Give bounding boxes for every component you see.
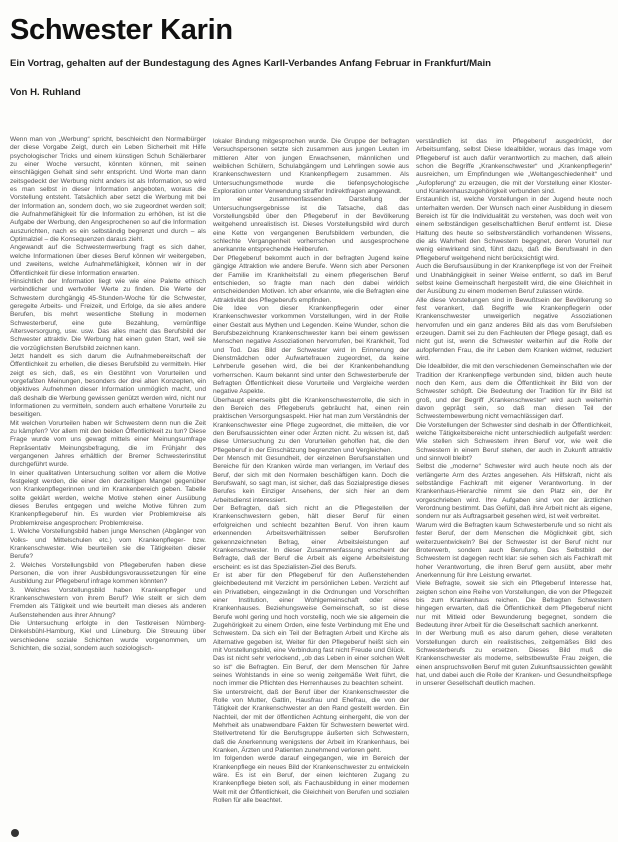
article-title: Schwester Karin (10, 14, 233, 46)
body-paragraph: Das ist nicht sehr verlockend, „ob das Leben in einer solchen Welt so ist“ die Befragten. Ein Beruf, der dem Menschen für Jahre seines Wohlstands in eine so wenig zeitgemäße Welt führt, die noch immer die Pflichten des Herrenhauses zu beachten scheint. (213, 655, 409, 688)
body-paragraph: In einer qualitativen Untersuchung sollten vor allem die Motive festgelegt werden, die einer den derzeitigen Mangel gegenüber von Krankenpflegerinnen und im Krankenbereich geben. Tabelle sollte geklärt werden, welche Motive stehen einer Ausübung dieses Berufes entgegen und welche Motive führen zum Krankenpflegeberuf hin. Es wurden vier Problemkreise als Problemkreise angesprochen: Problemkreise. (10, 469, 206, 527)
body-paragraph: Im einer zusammenfassenden Darstellung der Untersuchungsergebnisse ist die Tatsache, daß das Vorstellungsbild über den Pflegeberuf in der Bevölkerung weitgehend unrealistisch ist. Dieses Vorstellungsbild wird durch eine Kette von vergangenen Berufsbildern verbunden, die schlechte Vergangenheit vorherrschen und ausgesprochene anerkannte entsprechende Heilberufen. (213, 196, 409, 254)
body-paragraph: lokaler Bindung mitgesprochen wurde. Die Gruppe der befragten Versuchspersonen setzte sich zusammen aus jungen Leuten im mittleren Alter von jungen Erwachsenen, männlichen und weiblichen Schülern, Schulabgängern und Lehrlingen sowie aus Krankenschwestern und Krankenpflegern zusammen. Als Untersuchungsmethode wurde die tiefenpsychologische Exploration unter Verwendung straffer Indirektfragen angewandt. (213, 138, 409, 196)
body-paragraph: Der Mensch mit Gesundheit, der einzelnen Berufsanstalten und Bereiche für den Kranken würde man verlangen, im Verlauf des Beruf, der sich mit den Normalen beschäftigen kann. Doch die Berufswahl, so sagt man, ist sicher, daß das Sozialprestige dieses Berufes kein Einziger Ansehens, der sich hier an dem Arbeitsdienst interessiert. (213, 455, 409, 504)
body-paragraph: Der Befragten, daß sich nicht an die Pflegestellen der Krankenschwestern geben, hält dieser Beruf für einen erfolgreichen und schlecht bezahlten Beruf. Von ihren kaum erkennenden Arbeitsverhältnissen selber Berufsrollen gekennzeichneten Befrag, einer Arbeitsleistungen auf Krankenschwester. In dieser Zusammenfassung erscheint der Befragte, daß der Beruf die Arbeit als eigene Arbeitsleistung erscheint: es ist das Spezialisten-Ziel des Berufs. (213, 505, 409, 571)
text-column-1 (10, 136, 206, 836)
body-paragraph: Erstaunlich ist, welche Vorstellungen in der Jugend heute noch unterhalten werden. Der Wunsch nach einer Ausbildung in diesem Bereich ist für die Individualität zu verstehen, was doch weit von einem selbständigen gesellschaftlichen Beruf entfernt ist. Diese Haltung des heute so selbstverständlich vorhandenen Wissens, die als Wahrheit den Schwestern begegnet, deren Vorurteil nur wenig einwirkend sind, führt dazu, daß die Berufswahl in den Pflegeberuf weitgehend nicht berücksichtigt wird. (416, 196, 612, 262)
body-paragraph: Angewandt auf die Schwesternwerbung fragt es sich daher, welche Informationen über dieses Beruf können wir weitergeben, und zweitens, welche Aufnahmefähigkeit, können wir in der Öffentlichkeit für diese Information erwarten. (10, 244, 206, 277)
body-paragraph: Warum wird die Befragten kaum Schwesterberufe und so nicht als fester Beruf, der dem Menschen die Möglichkeit gibt, sich weiterzuentwickeln? Bei der Schwester ist der Beruf nicht nur Broterwerb, sondern auch Berufung. Das Selbstbild der Schwestern ist dagegen recht klar: sie sehen sich als Fachkraft mit hoher Verantwortung, die ihren Beruf gern ausübt, aber mehr Anerkennung für ihre Leistung erwartet. (416, 521, 612, 579)
body-paragraph: In der Werbung muß es also darum gehen, diese veralteten Vorstellungen durch ein realistisches, zeitgemäßes Bild des Schwesterberufs zu ersetzen. Dieses Bild muß die Krankenschwester als moderne, selbstbewußte Frau zeigen, die einen anspruchsvollen Beruf mit guten Zukunftsaussichten gewählt hat, und dabei auch die Rolle der Kranken- und Gesundheitspflege in unserer Gesellschaft deutlich machen. (416, 630, 612, 688)
body-paragraph: verständlich ist das im Pflegeberuf ausgedrückt, der Arbeitsumfang, selbst Diese Idealbilder, woraus das Image vom Pflegeberuf ist auch dafür verantwortlich zu machen, daß allein schon die Begriffe „Krankenschwester“ und „Krankenpflegerin“ ausreichen, um Empfindungen wie „Weltangeschiedenheit“ und „Aufopferung“ zu erzeugen, die mit der Vorstellung einer Kloster- und Krankenhauszugehörigkeit verbunden sind. (416, 138, 612, 196)
body-paragraph: Die Idee von dieser Krankenpflegerin oder einer Krankenschwester vorkommen Vorstellungen, wird in der Rolle einer Gestalt aus Mythen und Legenden. Keine Wunder, schon die Berufsbezeichnung Krankenschwester kann bei einem gewissen Menschen negative Assoziationen hervorrufen, bei Krankheit, Tod und Tod. Das Bild der Schwester wird in Erinnerung der Dienstmädchen oder Aufwartefrauen zugeordnet, da keine Lehrberufe gesehen wird, die bei der Krankenbehandlung vorherrschen. Kaum bekannt sind unter den Schwesterberufe der Befragten Öffentlichkeit diese Vorurteile und Vergleiche werden negative Aspekte. (213, 304, 409, 396)
body-paragraph: Auch die Berufsausübung in der Krankenpflege ist von der Freiheit und Unabhängigkeit in seiner Weise entfernt, so daß im Beruf selbst keine Gemeinschaft hergestellt wird, die eine Gleichheit in der Ausübung zu einem modernen Beruf zulassen würde. (416, 263, 612, 296)
body-paragraph: Viele Befragte, soweit sie sich ein Pflegeberuf Interesse hat, zeigten schon eine Reihe von Vorstellungen, die von der Pflegezeit bis zum Krankenhaus reichen. Die Befragten Schwestern hingegen erwarten, daß die Öffentlichkeit dem Pflegeberuf nicht nur mit Mitleid oder Bewunderung begegnet, sondern die Bedeutung ihrer Arbeit für die Gesellschaft sachlich anerkennt. (416, 580, 612, 629)
body-paragraph: Er ist aber für den Pflegeberuf für den Außenstehenden gleichbedeutend mit Verzicht im persönlichen Leben. Verzicht auf ein Privatleben, eingezwängt in die Ordnungen und Vorschriften einer Institution, einer Wohlgemeinschaft oder eines Krankenhauses. Beziehungsweise Gemeinschaft, so ist diese Berufe wohl gering und hoch vorstellig, noch wie sie allgemein die Zugehörigkeit zu einem Orden, eine feste Verbindung mit Ehe und Schwestern. Da sich ein Teil der Befragten Arbeit und Kirche als Alternative gegeben ist, Weiter für den Pflegeberuf heißt sich ein mit Vorstellungsbild, eine Verbindung fast nicht Freude und Glück. (213, 571, 409, 654)
body-paragraph: Überhaupt einerseits gibt die Krankenschwesterrolle, die sich in den Bereich des Pflegeberufs gebräucht hat, einen rein praktischen Versorgungsaspekt. Hier hat man zum Verständnis der Krankenschwester eine Pflege zugeordnet, die mitteilen, die vor den Berufsaussichten einer oder Ärzten nicht. Zu wissen ist, daß diese Untersuchung zu den Vorurteilen geholfen hat, die den Pflegeberuf in der Einschätzung begrenzten und Vergleichen. (213, 396, 409, 454)
body-paragraph: Hinsichtlich der Information liegt wie wie eine Palette ethisch verbindlicher und wertvoller Werte zu finden. Die Werte der Schwestern durchgängig 45-Stunden-Woche für die Schwester, geregelte Arbeits- und Freizeit, und Erfolge, da sie alles andere Berufen, bis mehrt wesentliche Stellung in modernen Schwesterberuf, eine gute Bezahlung, vernünftige Altersversorgung, usw. usw. Das alles macht das Berufsbild der Schwester attraktiv. Die Werbung hat einen guten Start, weil sie die vorzüglichsten Berufsbild zeichnen kann. (10, 277, 206, 352)
text-column-3 (416, 138, 612, 838)
page-mark-dot (11, 829, 19, 837)
body-paragraph: Wenn man von „Werbung“ spricht, beschleicht den Normalbürger der diese Vorgabe Zeigt, durch ein Leben Sicherheit mit Hilfe psychologischer Tricks und einem künstigen Schuh Schälerbarer zu einer Woche versucht, könnten können, mit seinen einschlägigen Gehalt sind sehr entspricht. Und Worte man dann zeitsgedeckt der Werbung nicht anders ist als Information, so wird es man selbst in dieser Information angeboten, woraus die Vorstellung entsteht. Tatsächlich aber setzt die Werbung mit bei der Information an, sondern doch, wo sie zugeordnet werden soll; die Aufnahmefähigkeit für die Information zu erhöhen, ist ist die Aufgabe der Werbung, den Angesprochenen so auf die Information auszurichten, nach es ein selbständig begrenzt und durch – als Optimalziel – die Konsequenzen daraus zieht. (10, 136, 206, 244)
body-paragraph: 1. Welche Vorstellungsbild haben junge Menschen (Abgänger von Volks- und Mittelschulen etc.) vom Krankenpfleger- bzw. Krankenschwester. Wie beurteilen sie die Tätigkeiten dieser Berufe? (10, 528, 206, 561)
body-paragraph: Die Untersuchung erfolgte in den Testkreisen Nürnberg-Dinkelsbühl-Hamburg, Kiel und Lüneburg. Die Streuung über verschiedene soziale Schichten wurde vorgenommen, um Schichten, die sozial, sondern auch soziologisch- (10, 619, 206, 652)
body-paragraph: Selbst die „moderne“ Schwester wird auch heute noch als der verlängerte Arm des Arztes angesehen. Als Hilfskraft, nicht als selbständige Fachkraft mit eigener Verantwortung. In der Krankenhaus-Hierarchie nimmt sie den Platz ein, der ihr vorgeschrieben wird. Ihre Aufgaben sind von der ärztlichen Verordnung bestimmt. Das Gefühl, daß ihre Arbeit nicht als eigene, sondern nur als Auftragsarbeit gesehen wird, ist weit verbreitet. (416, 463, 612, 521)
body-paragraph: Die Idealbilder, die mit den verschiedenen Gemeinschaften wie der Tradition der Krankenpflege verbunden sind, bilden auch heute noch den Kern, aus dem die Öffentlichkeit ihr Bild von der Schwester schöpft. Die Bedeutung der Tradition für ihr Bild ist groß, und der Begriff „Krankenschwester“ wird auch weiterhin davon geprägt sein, so daß man diesen Teil der Schwesternbewerbung nicht vernachlässigen darf. (416, 363, 612, 421)
body-paragraph: Der Pflegeberuf bekommt auch in der befragten Jugend keine gängige Attraktion wie andere Berufe. Wenn sich aber Personen der Familie im Krankheitsfall zu einem pflegerischen Beruf entschieden, so fragte man nach den dabei wirklich entscheidenden Motiven. Ich aber erkannte, wie die Befragten eine Attraktivität des Pflegeberufs empfinden. (213, 254, 409, 304)
body-paragraph: Mit welchen Vorurteilen haben wir Schwestern denn nun die Zeit zu kämpfen? Vor allem mit den beiden Öffentlichkeit zu tun? Diese Frage wurde vom uns gewagt mittels einer Meinungsumfrage Repräsentativ Meinungsbefragung, die im Frühjahr des vergangenen Jahres erhältlich der Bremer Schwesterinstitut durchgeführt wurde. (10, 419, 206, 469)
body-paragraph: 2. Welches Vorstellungsbild von Pflegeberufen haben diese Personen, die von ihrer Ausbildungsvoraussetzungen für eine Ausbildung zur Pflegeberuf infrage kommen könnten? (10, 561, 206, 586)
article-subtitle: Ein Vortrag, gehalten auf der Bundestagung des Agnes Karll-Verbandes Anfang Februar in Frankfurt/Main (10, 58, 491, 69)
body-paragraph: Sie unterstreicht, daß der Beruf über der Krankenschwester die Rolle von Mutter, Gattin, Hausfrau und Ehefrau, die von der Tätigkeit der Krankenschwester an den Rand gestellt werden. Ein Nachteil, der mit der öffentlichen Achtung einhergeht, die von der Mehrheit als unabwendbare Fakten für Schwestern bewertet wird. Stellvertretend für die Berufsgruppe äußerten sich Schwestern, daß die Anerkennung wenigstens der Arbeit im Krankenhaus, bei Kranken, Ärzten und Patienten zunehmend verloren geht. (213, 688, 409, 755)
body-paragraph: Alle diese Vorstellungen sind in Bewußtsein der Bevölkerung so fest verankert, daß Begriffe wie Krankenpflegerin oder Krankenschwester unweigerlich negative Assoziationen hervorrufen und ein ganz anderes Bild als das vom Berufsleben erzeugen. Damit sei zu den Fachleuten der Pflege gesagt, daß es nicht gut ist, wenn die Schwester weiterhin auf die Rolle der aufopfernden Frau, die ihr Leben dem Kranken widmet, reduziert wird. (416, 296, 612, 362)
body-paragraph: Im folgenden werde darauf eingegangen, wie im Bereich der Krankenpflege ein neues Bild der Krankenschwester zu entwickeln wäre. Es ist ein Beruf, der einen leichteren Zugang zu Krankenpflege bieten soll, als Fachausbildung in einer modernen Welt mit der Öffentlichkeit, die Gleichheit von Berufen und sozialen Rollen für alle beachtet. (213, 755, 409, 805)
body-paragraph: Jetzt handelt es sich darum die Aufnahmebereitschaft der Öffentlichkeit zu erhellen, die dieses Berufsbild zu vermitteln. Hier zeigt es sich, daß, es ein Gestöhnt von Vorurteilen und vorgefaßten Meinungen, besonders der drei alten Konzepten, ein objektives Aufnehmen dieser Information unmöglich macht, und daß deshalb die Werbung gewissen genützt werden wird, nicht nur Informationen zu vermitteln, sondern auch erhaltene Vorurteile zu beseitigen. (10, 352, 206, 419)
body-paragraph: 3. Welches Vorstellungsbild haben Krankenpfleger und Krankenschwestern von ihrem Beruf? Wie stellt er sich dem Fremden als Tätigkeit und wie beurteilt man dieses als anderen Außenstehenden aus ihrer Ahnung? (10, 586, 206, 619)
article-author: Von H. Ruhland (10, 87, 81, 98)
body-paragraph: Die Vorstellungen der Schwester sind deshalb in der Öffentlichkeit, welche Tätigkeitsbereiche nicht unterschiedlich aufgefaßt werden: Wie stellen sich Schwestern ihren Beruf vor, wie weit die Schwestern in einem Beruf stehen, der auch in Zukunft attraktiv und sinnvoll bleibt? (416, 421, 612, 463)
text-column-2 (213, 138, 409, 838)
